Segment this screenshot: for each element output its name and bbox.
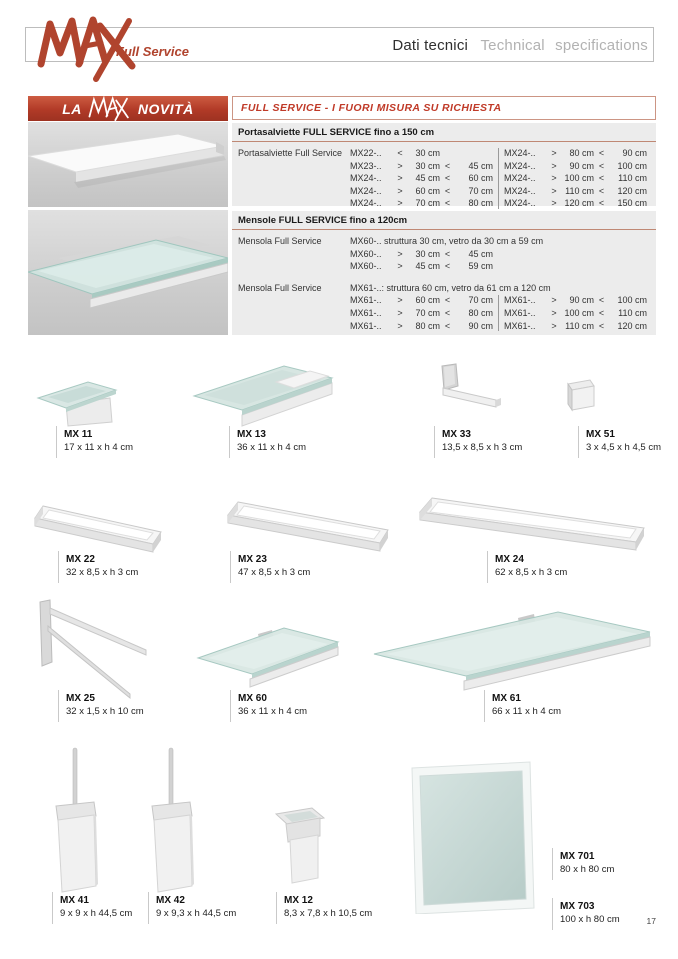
portasalviette-col2 xyxy=(504,147,647,210)
table-row: MX61-.. > 70 cm < 80 cm xyxy=(350,307,493,318)
glass-shelf-photo-icon xyxy=(28,210,228,335)
product-label-mx22: MX 22 32 x 8,5 x h 3 cm xyxy=(58,551,138,583)
towel-rail-icon xyxy=(226,488,396,554)
glass-shelf-icon xyxy=(192,618,344,692)
product-label-mx41: MX 41 9 x 9 x h 44,5 cm xyxy=(52,892,132,924)
table-row: MX24-.. > 80 cm < 90 cm xyxy=(504,148,647,158)
product-label-mx11: MX 11 17 x 11 x h 4 cm xyxy=(56,426,133,458)
product-image-mx12 xyxy=(270,790,334,888)
product-image-mx11 xyxy=(30,368,122,430)
logo-subtitle: Full Service xyxy=(116,44,189,59)
portasalviette-header: Portasalviette FULL SERVICE fino a 150 cm xyxy=(232,123,656,142)
product-label-mx13: MX 13 36 x 11 x h 4 cm xyxy=(229,426,306,458)
product-label-mx23: MX 23 47 x 8,5 x h 3 cm xyxy=(230,551,310,583)
table-row: MX23-.. > 30 cm < 45 cm xyxy=(350,160,493,171)
towel-rail-icon xyxy=(418,484,652,554)
product-image-mirror xyxy=(406,760,540,914)
table-row: MX24-.. > 110 cm < 120 cm xyxy=(504,185,647,196)
swing-towel-bar-icon xyxy=(30,598,152,702)
portasalviette-table xyxy=(232,123,656,209)
soap-dish-icon xyxy=(30,368,122,430)
portasalviette-col1 xyxy=(350,147,493,210)
product-image-mx41 xyxy=(44,746,108,894)
table-row: MX60-.. > 45 cm < 59 cm xyxy=(350,261,493,272)
table-row: MX24-.. > 45 cm < 60 cm xyxy=(350,173,493,184)
table-row: MX61-.. > 90 cm < 100 cm xyxy=(504,295,647,306)
glass-shelf-icon xyxy=(368,602,656,696)
mensole-table xyxy=(232,211,656,335)
table-row: MX24-.. > 100 cm < 110 cm xyxy=(504,173,647,184)
mx60-struttura: MX60-.. struttura 30 cm, vetro da 30 cm a 59 cm xyxy=(350,236,544,246)
table-row: MX60-.. > 30 cm < 45 cm xyxy=(350,248,493,259)
column-divider xyxy=(498,295,499,331)
banner-novita: NOVITÀ xyxy=(137,100,194,117)
product-label-mx51: MX 51 3 x 4,5 x h 4,5 cm xyxy=(578,426,661,458)
paper-holder-icon xyxy=(426,362,504,414)
product-label-mx701: MX 701 80 x h 80 cm xyxy=(552,848,614,880)
product-image-mx13 xyxy=(188,358,338,434)
product-image-mx22 xyxy=(33,492,169,554)
product-label-mx33: MX 33 13,5 x 8,5 x h 3 cm xyxy=(434,426,522,458)
toilet-brush-icon xyxy=(140,746,204,894)
product-label-mx60: MX 60 36 x 11 x h 4 cm xyxy=(230,690,307,722)
mensola-row-label: Mensola Full Service xyxy=(238,236,322,246)
mx61-struttura: MX61-..: struttura 60 cm, vetro da 61 cm a 120 cm xyxy=(350,282,551,293)
full-service-banner: FULL SERVICE - I FUORI MISURA SU RICHIESTA xyxy=(232,96,656,120)
product-image-mx61 xyxy=(368,602,656,696)
table-row: MX61-.. > 80 cm < 90 cm xyxy=(350,320,493,331)
table-row: MX24-.. > 70 cm < 80 cm xyxy=(350,198,493,209)
column-divider xyxy=(498,148,499,209)
towel-rail-photo-icon xyxy=(28,122,228,207)
mensola-row-label: Mensola Full Service xyxy=(238,282,322,293)
product-image-mx33 xyxy=(426,362,504,414)
banner-la: LA xyxy=(62,100,82,117)
table-row: MX24-.. > 120 cm < 150 cm xyxy=(504,198,647,209)
page-title xyxy=(392,37,648,54)
product-label-mx24: MX 24 62 x 8,5 x h 3 cm xyxy=(487,551,567,583)
hook-icon xyxy=(560,372,602,414)
max-outline-logo-icon xyxy=(85,96,135,121)
table-row: MX22-.. < 30 cm xyxy=(350,148,440,158)
photo-glass-shelf xyxy=(28,210,228,335)
product-image-mx60 xyxy=(192,618,344,692)
table-row: MX24-.. > 60 cm < 70 cm xyxy=(350,185,493,196)
glass-tray-icon xyxy=(188,358,338,434)
mensole-header: Mensole FULL SERVICE fino a 120cm xyxy=(232,211,656,230)
table-row: MX61-.. > 100 cm < 110 cm xyxy=(504,307,647,318)
mx61-col1 xyxy=(350,294,493,332)
table-row: MX61-.. > 60 cm < 70 cm xyxy=(350,295,493,306)
product-label-mx12: MX 12 8,3 x 7,8 x h 10,5 cm xyxy=(276,892,372,924)
la-max-novita-banner xyxy=(28,96,228,121)
product-image-mx25 xyxy=(30,598,152,702)
mirror-icon xyxy=(406,760,540,914)
table-row: MX24-.. > 90 cm < 100 cm xyxy=(504,160,647,171)
product-label-mx25: MX 25 32 x 1,5 x h 10 cm xyxy=(58,690,144,722)
max-logo xyxy=(36,12,196,84)
towel-rail-icon xyxy=(33,492,169,554)
title-english: Technical specifications xyxy=(480,37,648,54)
toilet-brush-icon xyxy=(44,746,108,894)
mensola-mx60-group xyxy=(232,230,656,273)
tumbler-holder-icon xyxy=(270,790,334,888)
title-italian: Dati tecnici xyxy=(392,37,469,54)
portasalviette-row-label: Portasalviette Full Service xyxy=(238,148,343,158)
table-row: MX61-.. > 110 cm < 120 cm xyxy=(504,320,647,331)
product-image-mx23 xyxy=(226,488,396,554)
mensola-mx61-group xyxy=(232,273,656,332)
mx61-col2 xyxy=(504,294,647,332)
product-image-mx51 xyxy=(560,372,602,414)
product-image-mx24 xyxy=(418,484,652,554)
product-image-mx42 xyxy=(140,746,204,894)
photo-towel-rail xyxy=(28,122,228,207)
product-label-mx703: MX 703 100 x h 80 cm xyxy=(552,898,620,930)
product-label-mx42: MX 42 9 x 9,3 x h 44,5 cm xyxy=(148,892,236,924)
page-number: 17 xyxy=(646,916,656,926)
product-label-mx61: MX 61 66 x 11 x h 4 cm xyxy=(484,690,561,722)
